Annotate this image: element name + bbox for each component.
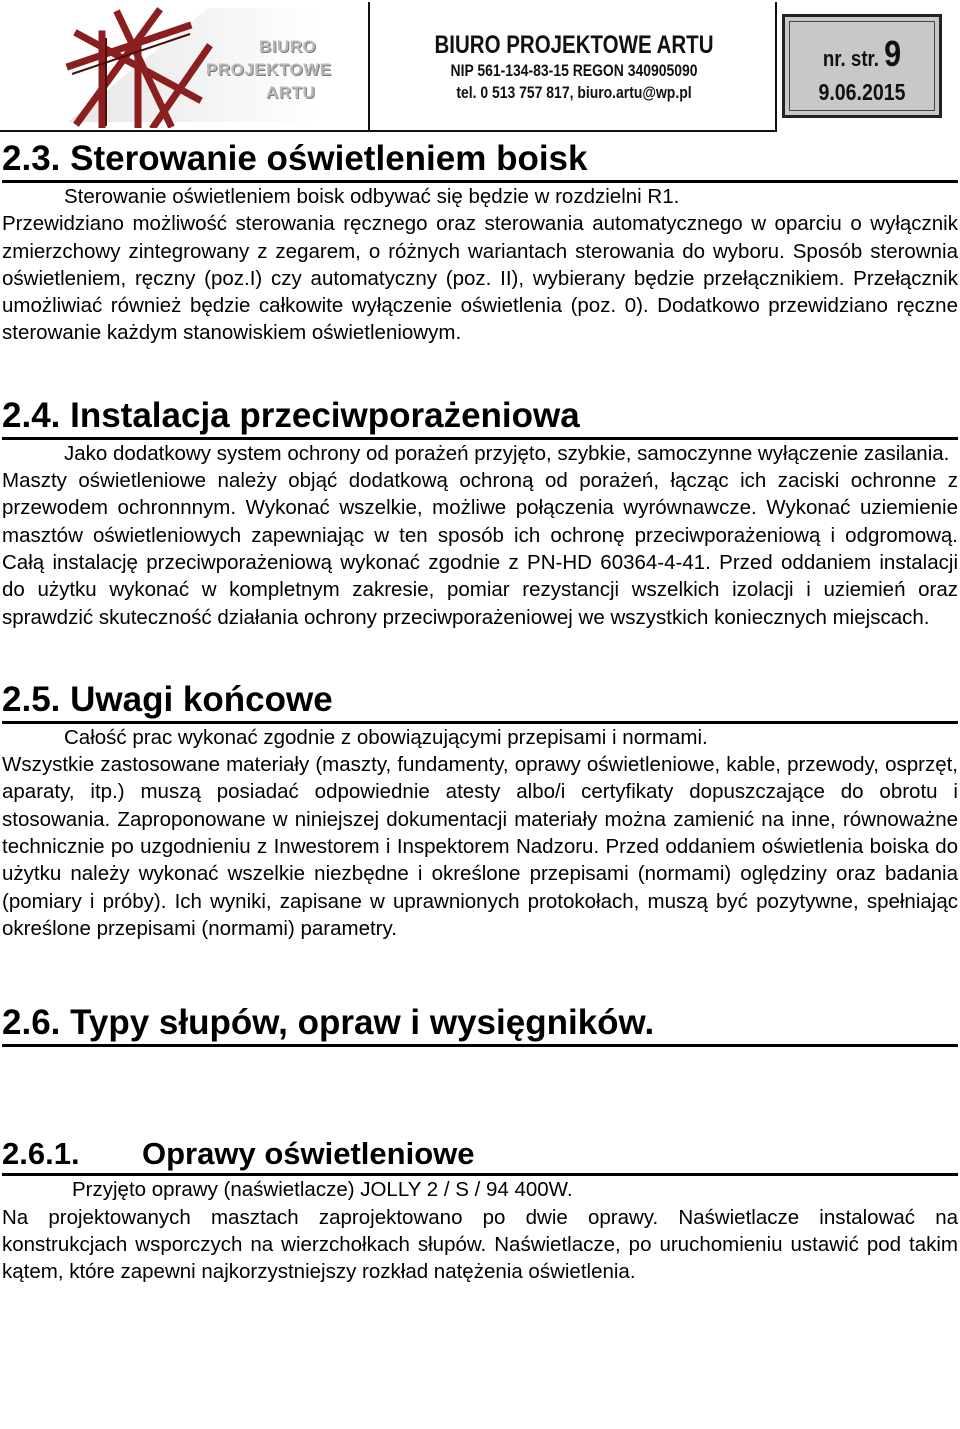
- section-heading: 2.6. Typy słupów, opraw i wysięgników.: [2, 1002, 958, 1047]
- page-header: [0, 0, 960, 132]
- paragraph: Przyjęto oprawy (naświetlacze) JOLLY 2 / S / 94 400W.: [72, 1178, 573, 1202]
- paragraph: Wszystkie zastosowane materiały (maszty, fundamenty, oprawy oświetleniowe, kable, przewody, osprzęt, aparaty, itp.) muszą posiadać odpowiednie atesty albo/i certyfikaty dopuszczające do obrotu i stosowania. Zaproponowane w niniejszej dokumentacji materiały można zamienić na inne, równoważne technicznie po uzgodnieniu z Inwestorem i Inspektorem Nadzoru. Przed oddaniem oświetlenia boiska do użytku należy wykonać wszelkie niezbędne i określone przepisami (normami) oględziny oraz badania (pomiary i próby). Ich wyniki, zapisane w uprawnionych protokołach, muszą być pozytywne, spełniając określone przepisami (normami) parametry.: [2, 753, 958, 940]
- section-heading: 2.5. Uwagi końcowe: [2, 679, 958, 724]
- company-nip-regon: NIP 561-134-83-15 REGON 340905090: [450, 61, 698, 80]
- logo-text-projektowe: PROJEKTOWE: [206, 60, 332, 79]
- header-divider-left: [368, 2, 370, 132]
- logo-text-artu: ARTU: [266, 83, 316, 102]
- paragraph: Jako dodatkowy system ochrony od porażeń przyjęto, szybkie, samoczynne wyłączenie zasilania.: [64, 441, 950, 465]
- section-2-5: [2, 679, 958, 942]
- document-body: [2, 138, 958, 1285]
- document-date: 9.06.2015: [818, 79, 906, 105]
- page-number-value: 9: [884, 33, 902, 74]
- section-heading: 2.3. Sterowanie oświetleniem boisk: [2, 138, 958, 183]
- company-logo: [58, 4, 332, 128]
- paragraph: Maszty oświetleniowe należy objąć dodatkową ochroną od porażeń, łącząc ich zaciski ochronne z przewodem ochronnnym. Wykonać wszelkie, możliwe połączenia wyrównawcze. Wykonać uziemienie masztów oświetleniowych zapewniając w ten sposób ich ochronę przeciwporażeniową i odgromową. Całą instalację przeciwporażeniową wykonać zgodnie z PN-HD 60364-4-41. Przed oddaniem instalacji do użytku wykonać w kompletnym zakresie, pomiar rezystancji wszelkich izolacji i uziemień oraz sprawdzić skuteczność działania ochrony przeciwporażeniowej we wszystkich koniecznych miejscach.: [2, 469, 958, 629]
- section-2-3: [2, 138, 958, 347]
- company-contact: tel. 0 513 757 817, biuro.artu@wp.pl: [456, 83, 692, 102]
- spacer: [2, 631, 958, 679]
- header-bottom-rule: [0, 130, 776, 132]
- logo-text-biuro: BIURO: [259, 37, 317, 56]
- spacer: [2, 1047, 958, 1135]
- section-2-6: [2, 1002, 958, 1047]
- spacer: [2, 347, 958, 395]
- page-number: [797, 33, 928, 75]
- header-divider-right: [775, 2, 777, 132]
- company-info: [408, 30, 739, 104]
- paragraph: Całość prac wykonać zgodnie z obowiązującymi przepisami i normami.: [64, 725, 708, 749]
- paragraph: Sterowanie oświetleniem boisk odbywać się będzie w rozdzielni R1.: [64, 185, 680, 208]
- section-2-4: [2, 395, 958, 631]
- subsection-number: 2.6.1.: [2, 1136, 80, 1172]
- subsection-heading: [2, 1135, 958, 1176]
- spacer: [2, 942, 958, 1002]
- paragraph: Przewidziano możliwość sterowania ręcznego oraz sterowania automatycznego w oparciu o wyłącznik zmierzchowy zintegrowany z zegarem, o różnych wariantach sterowania do wyboru. Sposób sterownia oświetleniem, ręczny (poz.I) czy automatyczny (poz. II), wybierany będzie przełącznikiem. Przełącznik umożliwiać również będzie całkowite wyłączenie oświetlenia (poz. 0). Dodatkowo przewidziano ręczne sterowanie każdym stanowiskiem oświetleniowym.: [2, 212, 958, 345]
- subsection-title: Oprawy oświetleniowe: [142, 1136, 475, 1172]
- paragraph: Na projektowanych masztach zaprojektowano po dwie oprawy. Naświetlacze instalować na konstrukcjach wsporczych na wierzchołkach słupów. Naświetlacze, po uruchomieniu ustawić pod takim kątem, które zapewni najkorzystniejszy rozkład natężenia oświetlenia.: [2, 1205, 958, 1284]
- page-number-label: nr. str.: [822, 46, 879, 71]
- section-2-6-1: [2, 1135, 958, 1285]
- section-heading: 2.4. Instalacja przeciwporażeniowa: [2, 395, 958, 440]
- company-name: BIURO PROJEKTOWE ARTU: [434, 31, 714, 59]
- page-number-box: [782, 14, 942, 118]
